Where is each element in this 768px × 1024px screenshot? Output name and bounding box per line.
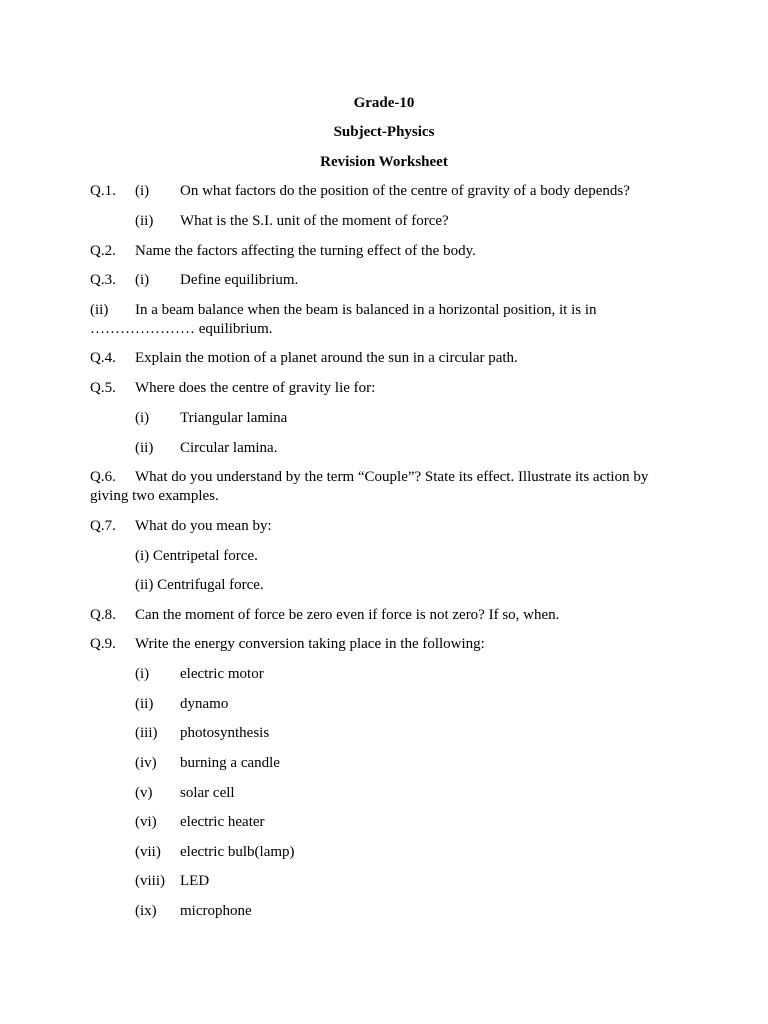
q9-item-text: microphone (180, 903, 252, 919)
q9-item-label: (vi) (135, 814, 157, 830)
q5-ii-label: (ii) (135, 440, 154, 456)
q5-i-text: Triangular lamina (180, 410, 288, 426)
q3-i-label: (i) (135, 272, 150, 288)
q3-ii-text-continued: ………………… equilibrium. (90, 321, 273, 337)
q4-text: Explain the motion of a planet around the sun in a circular path. (135, 350, 518, 366)
q9-item-text: photosynthesis (180, 725, 270, 741)
q1-i-label: (i) (135, 183, 150, 199)
q9-item-text: burning a candle (180, 755, 280, 771)
q3-i-text: Define equilibrium. (180, 272, 299, 288)
q8-number: Q.8. (90, 607, 116, 623)
q9-item-text: dynamo (180, 696, 229, 712)
q9-item-label: (i) (135, 666, 150, 682)
q9-item-label: (iii) (135, 725, 158, 741)
q1-ii-label: (ii) (135, 213, 154, 229)
q7-number: Q.7. (90, 518, 116, 534)
q6-number: Q.6. (90, 469, 116, 485)
q9-item-label: (iv) (135, 755, 157, 771)
q7-i-text: (i) Centripetal force. (135, 548, 258, 564)
q4-number: Q.4. (90, 350, 116, 366)
q5-i-label: (i) (135, 410, 150, 426)
q1-i-text: On what factors do the position of the centre of gravity of a body depends? (180, 183, 630, 199)
q9-item-label: (ix) (135, 903, 157, 919)
subject-heading: Subject-Physics (333, 124, 435, 140)
q9-item-text: electric heater (180, 814, 265, 830)
q6-text-continued: giving two examples. (90, 488, 219, 504)
q9-text: Write the energy conversion taking place in the following: (135, 636, 485, 652)
q2-text: Name the factors affecting the turning effect of the body. (135, 243, 476, 259)
grade-heading: Grade-10 (353, 95, 415, 111)
q1-ii-text: What is the S.I. unit of the moment of force? (180, 213, 449, 229)
q9-number: Q.9. (90, 636, 116, 652)
q5-number: Q.5. (90, 380, 116, 396)
q7-ii-text: (ii) Centrifugal force. (135, 577, 264, 593)
q9-item-label: (v) (135, 785, 153, 801)
q9-item-text: solar cell (180, 785, 235, 801)
q8-text: Can the moment of force be zero even if force is not zero? If so, when. (135, 607, 560, 623)
q5-ii-text: Circular lamina. (180, 440, 278, 456)
q6-text: What do you understand by the term “Couple”? State its effect. Illustrate its action by (135, 469, 649, 485)
q9-item-label: (ii) (135, 696, 154, 712)
q7-text: What do you mean by: (135, 518, 272, 534)
q3-ii-label: (ii) (90, 302, 109, 318)
worksheet-title: Revision Worksheet (320, 154, 448, 170)
q2-number: Q.2. (90, 243, 116, 259)
q9-item-label: (vii) (135, 844, 161, 860)
q9-item-text: electric motor (180, 666, 264, 682)
q1-number: Q.1. (90, 183, 116, 199)
q9-item-text: LED (180, 873, 210, 889)
q9-item-text: electric bulb(lamp) (180, 844, 295, 860)
q3-number: Q.3. (90, 272, 116, 288)
q5-text: Where does the centre of gravity lie for: (135, 380, 376, 396)
q3-ii-text: In a beam balance when the beam is balanced in a horizontal position, it is in (135, 302, 597, 318)
q9-item-label: (viii) (135, 873, 165, 889)
